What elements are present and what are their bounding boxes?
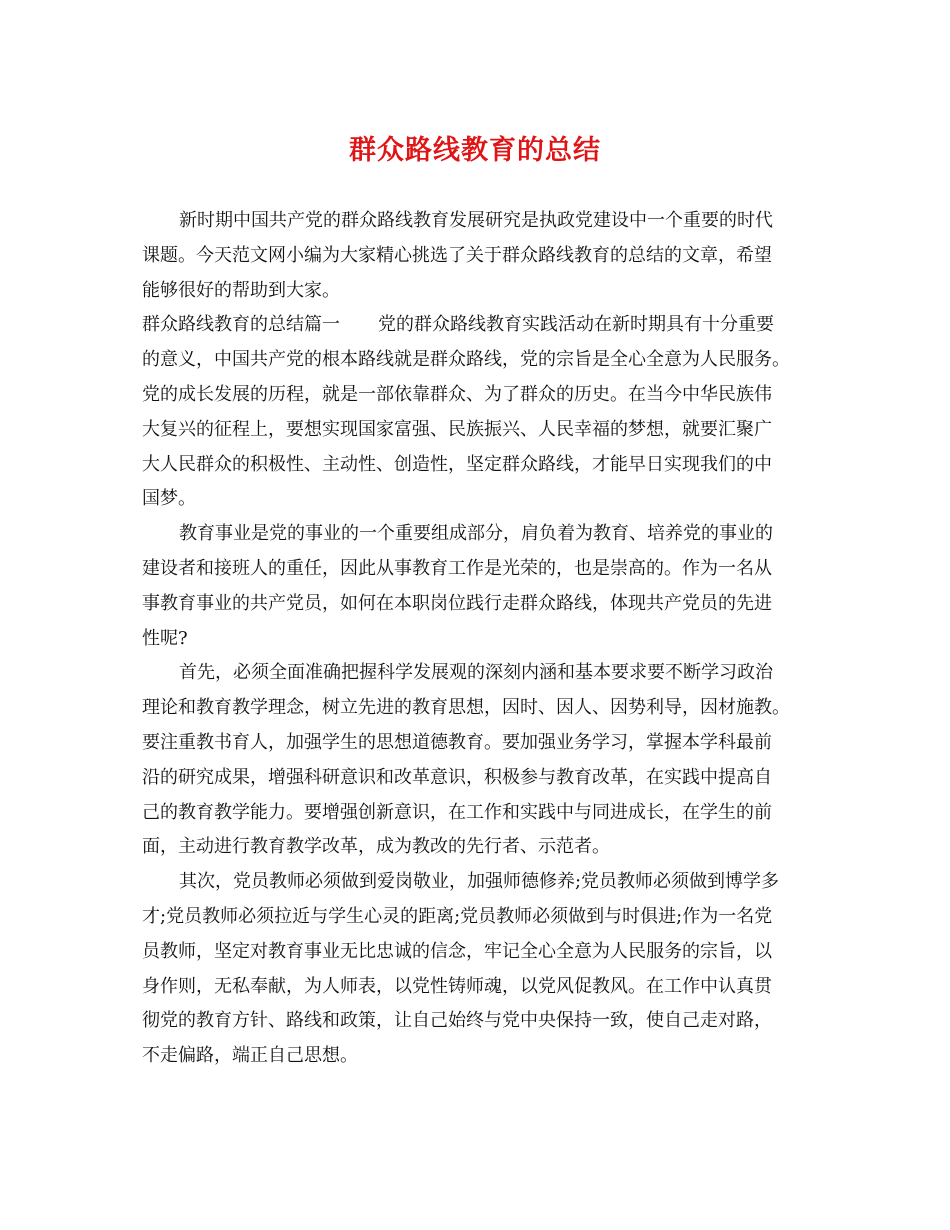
paragraph-line: 面，主动进行教育教学改革，成为教改的先行者、示范者。 <box>142 836 610 858</box>
paragraph-line: 教育事业是党的事业的一个重要组成部分，肩负着为教育、培养党的事业的 <box>179 523 773 545</box>
paragraph-line: 课题。今天范文网小编为大家精心挑选了关于群众路线教育的总结的文章，希望 <box>142 244 772 266</box>
paragraph-line: 新时期中国共产党的群众路线教育发展研究是执政党建设中一个重要的时代 <box>179 210 773 231</box>
paragraph-line: 大复兴的征程上，要想实现国家富强、民族振兴、人民幸福的梦想，就要汇聚广 <box>142 418 772 440</box>
paragraph-line: 身作则，无私奉献，为人师表，以党性铸师魂，以党风促教风。在工作中认真贯 <box>142 975 772 997</box>
paragraph-line: 能够很好的帮助到大家。 <box>142 279 340 301</box>
paragraph-line: 大人民群众的积极性、主动性、创造性，坚定群众路线，才能早日实现我们的中 <box>142 453 772 475</box>
paragraph-line: 不走偏路，端正自己思想。 <box>142 1045 358 1067</box>
paragraph <box>142 308 822 517</box>
paragraph-line <box>142 308 822 343</box>
paragraph <box>142 865 822 1074</box>
paragraph-line: 要注重教书育人，加强学生的思想道德教育。要加强业务学习，掌握本学科最前 <box>142 731 772 753</box>
paragraph-line: 首先，必须全面准确把握科学发展观的深刻内涵和基本要求要不断学习政治 <box>179 662 773 684</box>
paragraph-line: 员教师，坚定对教育事业无比忠诚的信念，牢记全心全意为人民服务的宗旨，以 <box>142 940 772 962</box>
paragraph-line: 事教育事业的共产党员，如何在本职岗位践行走群众路线，体现共产党员的先进 <box>142 592 772 614</box>
paragraph-line: 理论和教育教学理念，树立先进的教育思想，因时、因人、因势利导，因材施教。 <box>142 697 790 719</box>
paragraph <box>142 204 822 308</box>
document-title: 群众路线教育的总结 <box>349 135 601 166</box>
paragraph-line: 性呢? <box>142 627 188 649</box>
paragraph-line: 沿的研究成果，增强科研意识和改革意识，积极参与教育改革，在实践中提高自 <box>142 766 772 788</box>
line-text: 党的群众路线教育实践活动在新时期具有十分重要 <box>378 314 774 336</box>
paragraph-line: 彻党的教育方针、路线和政策，让自己始终与党中央保持一致，使自己走对路， <box>142 1010 772 1032</box>
paragraph <box>142 656 822 865</box>
paragraph-line: 其次，党员教师必须做到爱岗敬业，加强师德修养;党员教师必须做到博学多 <box>179 871 780 893</box>
paragraph-line: 的意义，中国共产党的根本路线就是群众路线，党的宗旨是全心全意为人民服务。 <box>142 349 790 371</box>
paragraph-line: 才;党员教师必须拉近与学生心灵的距离;党员教师必须做到与时俱进;作为一名党 <box>142 905 773 927</box>
paragraph-line: 党的成长发展的历程，就是一部依靠群众、为了群众的历史。在当今中华民族伟 <box>142 383 772 405</box>
paragraph-line: 建设者和接班人的重任，因此从事教育工作是光荣的，也是崇高的。作为一名从 <box>142 557 772 579</box>
paragraph-line: 国梦。 <box>142 488 196 510</box>
paragraph <box>142 517 822 656</box>
paragraph-line: 己的教育教学能力。要增强创新意识，在工作和实践中与同进成长，在学生的前 <box>142 801 772 823</box>
document-body <box>142 204 822 1074</box>
section-heading: 群众路线教育的总结篇一 <box>142 314 340 336</box>
